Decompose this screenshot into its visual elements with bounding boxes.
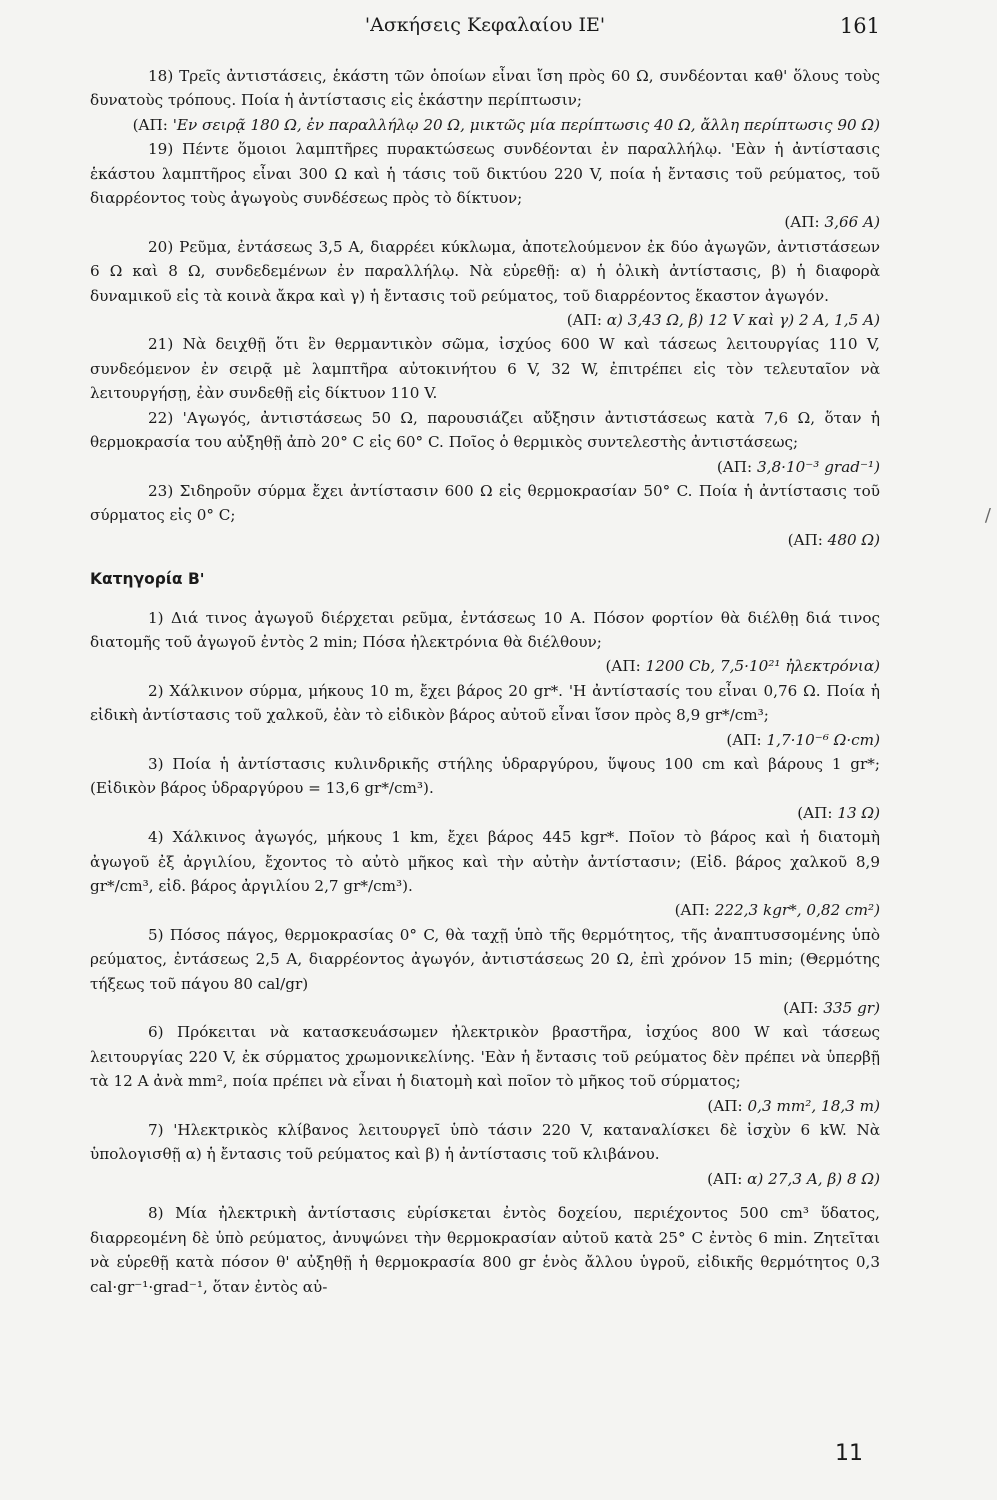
answer-line [90,898,880,922]
margin-mark: / [984,505,991,526]
problem-b4 [90,825,880,923]
answer-label: (ΑΠ: [566,311,607,330]
answer-value: 222,3 kgr*, 0,82 cm²) [714,901,880,920]
problem-text: 8) Μία ἠλεκτρικὴ ἀντίστασις εὑρίσκεται ἐντὸς δοχείου, περιέχοντος 500 cm³ ὕδατος, διαρρεομένη δὲ ὑπὸ ρεύματος, ἀνυψώνει τὴν θερμοκρασίαν αὐτοῦ κατὰ 25° C ἐντὸς 6 min. Ζητεῖται νὰ εὑρεθῇ κατὰ πόσον θ' αὐξηθῇ ἡ θερμοκρασία 800 gr ἑνὸς ἄλλου ὑγροῦ, εἰδικῆς θερμότητος 0,3 cal·gr⁻¹·grad⁻¹, ὅταν ἐντὸς αὐ- [90,1204,880,1296]
problem-b1 [90,606,880,679]
answer-value: 335 gr) [823,999,880,1018]
problem-21 [90,332,880,405]
problem-text: 23) Σιδηροῦν σύρμα ἔχει ἀντίστασιν 600 Ω εἰς θερμοκρασίαν 50° C. Ποία ἡ ἀντίστασις τοῦ σύρματος εἰς 0° C; [90,481,880,525]
spacer [90,1191,880,1201]
page-header [90,14,880,44]
answer-label: (ΑΠ: [674,901,715,920]
problem-23 [90,479,880,552]
answer-value: 13 Ω) [837,803,880,822]
answer-value: 1,7·10⁻⁶ Ω·cm) [766,730,880,749]
problem-text: 22) 'Αγωγός, ἀντιστάσεως 50 Ω, παρουσιάζει αὔξησιν ἀντιστάσεως κατὰ 7,6 Ω, ὅταν ἡ θερμοκρασία του αὐξηθῇ ἀπὸ 20° C εἰς 60° C. Ποῖος ὁ θερμικὸς συντελεστὴς ἀντιστάσεως; [90,408,880,452]
answer-label: (ΑΠ: [707,1096,748,1115]
answer-value: 3,8·10⁻³ grad⁻¹) [756,457,880,476]
answer-label: (ΑΠ: [787,530,828,549]
answer-line [90,801,880,825]
running-title: 'Ασκήσεις Κεφαλαίου ΙΕ' [364,14,606,36]
answer-value: 0,3 mm², 18,3 m) [747,1096,880,1115]
problem-text: 3) Ποία ἡ ἀντίστασις κυλινδρικῆς στήλης ὑδραργύρου, ὕψους 100 cm καὶ βάρους 1 gr*; (Εἰδικὸν βάρος ὑδραργύρου = 13,6 gr*/cm³). [90,754,880,798]
answer-line [90,654,880,678]
answer-label: (ΑΠ: [605,657,646,676]
answer-label: (ΑΠ: [132,115,173,134]
answer-value: α) 3,43 Ω, β) 12 V καὶ γ) 2 A, 1,5 A) [606,311,880,330]
answer-value: 480 Ω) [827,530,880,549]
answer-line [90,728,880,752]
answer-line [90,996,880,1020]
problem-22 [90,406,880,479]
problem-20 [90,235,880,333]
answer-label: (ΑΠ: [716,457,757,476]
problem-text: 4) Χάλκινος ἀγωγός, μήκους 1 km, ἔχει βάρος 445 kgr*. Ποῖον τὸ βάρος καὶ ἡ διατομὴ ἀγωγοῦ ἐξ ἀργιλίου, ἔχοντος τὸ αὐτὸ μῆκος καὶ τὴν αὐτὴν ἀντίστασιν; (Εἰδ. βάρος χαλκοῦ 8,9 gr*/cm³, εἰδ. βάρος ἀργιλίου 2,7 gr*/cm³). [90,828,880,895]
answer-value: 3,66 A) [824,213,880,232]
page-body [90,64,880,1299]
answer-value: α) 27,3 A, β) 8 Ω) [747,1169,880,1188]
page-number: 161 [839,14,880,38]
answer-line [90,1167,880,1191]
problem-text: 6) Πρόκειται νὰ κατασκευάσωμεν ἠλεκτρικὸν βραστῆρα, ἰσχύος 800 W καὶ τάσεως λειτουργίας 220 V, ἐκ σύρματος χρωμονικελίνης. 'Εὰν ἡ ἔντασις τοῦ ρεύματος δὲν πρέπει νὰ ὑπερβῇ τὰ 12 A ἀνὰ mm², ποία πρέπει νὰ εἶναι ἡ διατομὴ καὶ ποῖον τὸ μῆκος τοῦ σύρματος; [90,1023,880,1091]
problem-b5 [90,923,880,1021]
problem-text: 2) Χάλκινον σύρμα, μήκους 10 m, ἔχει βάρος 20 gr*. 'Η ἀντίστασίς του εἶναι 0,76 Ω. Ποία ἡ εἰδικὴ ἀντίστασις τοῦ χαλκοῦ, ἐὰν τὸ εἰδικὸν βάρος αὐτοῦ εἶναι ἴσον πρὸς 8,9 gr*/cm³; [90,681,880,725]
problem-text: 1) Διά τινος ἀγωγοῦ διέρχεται ρεῦμα, ἐντάσεως 10 A. Πόσον φορτίον θὰ διέλθῃ διά τινος διατομῆς τοῦ ἀγωγοῦ ἐντὸς 2 min; Πόσα ἠλεκτρόνια θὰ διέλθουν; [90,608,880,651]
answer-label: (ΑΠ: [707,1169,748,1188]
answer-line [90,455,880,479]
answer-label: (ΑΠ: [797,803,838,822]
answer-value: 'Εν σειρᾷ 180 Ω, ἐν παραλλήλῳ 20 Ω, μικτῶς μία περίπτωσις 40 Ω, ἄλλη περίπτωσις 90 Ω) [172,115,880,134]
problem-19 [90,137,880,235]
problem-b7 [90,1118,880,1191]
answer-value: 1200 Cb, 7,5·10²¹ ἠλεκτρόνια) [645,657,880,676]
problem-text: 20) Ρεῦμα, ἐντάσεως 3,5 A, διαρρέει κύκλωμα, ἀποτελούμενον ἐκ δύο ἀγωγῶν, ἀντιστάσεων 6 Ω καὶ 8 Ω, συνδεδεμένων ἐν παραλλήλῳ. Νὰ εὑρεθῇ: α) ἡ ὁλικὴ ἀντίστασις, β) ἡ διαφορὰ δυναμικοῦ εἰς τὰ κοινὰ ἄκρα καὶ γ) ἡ ἔντασις τοῦ ρεύματος, τοῦ διαρρέοντος ἕκαστον ἀγωγόν. [90,237,880,305]
problem-text: 5) Πόσος πάγος, θερμοκρασίας 0° C, θὰ ταχῇ ὑπὸ τῆς θερμότητος, τῆς ἀναπτυσσομένης ὑπὸ ρεύματος, ἐντάσεως 2,5 A, διαρρέοντος ἀγωγόν, ἀντιστάσεως 20 Ω, ἐπὶ χρόνον 15 min; (Θερμότης τήξεως τοῦ πάγου 80 cal/gr) [90,925,880,993]
answer-label: (ΑΠ: [783,999,824,1018]
answer-line [90,308,880,332]
problem-b8 [90,1201,880,1299]
problem-18 [90,64,880,137]
answer-label: (ΑΠ: [726,730,767,749]
answer-line [90,528,880,552]
problem-text: 19) Πέντε ὅμοιοι λαμπτῆρες πυρακτώσεως συνδέονται ἐν παραλλήλῳ. 'Εὰν ἡ ἀντίστασις ἑκάστου λαμπτῆρος εἶναι 300 Ω καὶ ἡ τάσις τοῦ δικτύου 220 V, ποία ἡ ἔντασις τοῦ ρεύματος, τοῦ διαρρέοντος τοὺς ἀγωγοὺς συνδέσεως πρὸς τὸ δίκτυον; [90,140,880,208]
category-heading: Κατηγορία Β' [90,570,205,589]
problem-text: 18) Τρεῖς ἀντιστάσεις, ἑκάστη τῶν ὁποίων εἶναι ἴση πρὸς 60 Ω, συνδέονται καθ' ὅλους τοὺς δυνατοὺς τρόπους. Ποία ἡ ἀντίστασις εἰς ἑκάστην περίπτωσιν; [90,67,880,110]
problem-text: 7) 'Ηλεκτρικὸς κλίβανος λειτουργεῖ ὑπὸ τάσιν 220 V, καταναλίσκει δὲ ἰσχὺν 6 kW. Νὰ ὑπολογισθῇ α) ἡ ἔντασις τοῦ ρεύματος καὶ β) ἡ ἀντίστασις τοῦ κλιβάνου. [90,1121,880,1164]
answer-line [90,1094,880,1118]
answer-line [90,113,880,137]
signature-mark: 11 [835,1441,863,1466]
problem-b2 [90,679,880,752]
problem-b3 [90,752,880,825]
answer-label: (ΑΠ: [784,213,825,232]
problem-text: 21) Νὰ δειχθῇ ὅτι ἓν θερμαντικὸν σῶμα, ἰσχύος 600 W καὶ τάσεως λειτουργίας 110 V, συνδεόμενον ἐν σειρᾷ μὲ λαμπτῆρα αὐτοκινήτου 6 V, 32 W, ἐπιτρέπει εἰς τὸν τελευταῖον νὰ λειτουργήσῃ, ἐὰν συνδεθῇ εἰς δίκτυον 110 V. [90,335,880,403]
problem-b6 [90,1020,880,1118]
answer-line [90,210,880,234]
